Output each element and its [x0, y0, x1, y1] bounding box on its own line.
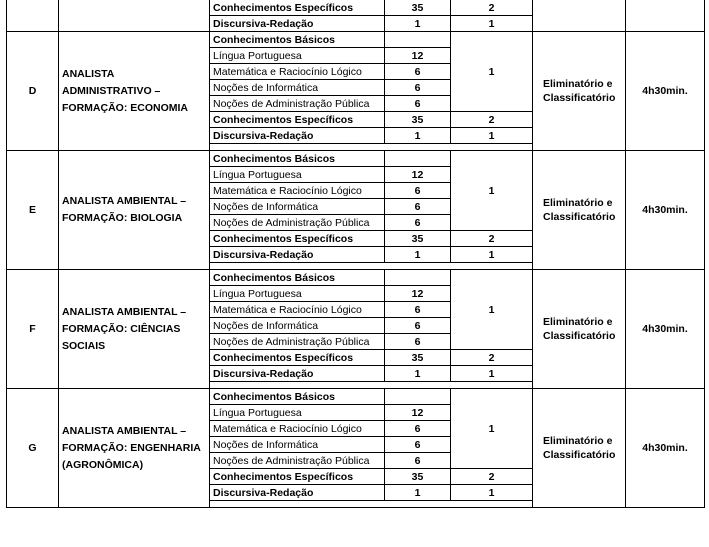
weight-cell: 1	[451, 128, 533, 144]
questions-cell: 6	[385, 437, 451, 453]
weight-cell: 2	[451, 231, 533, 247]
basics-weight: 1	[451, 389, 533, 469]
questions-cell: 6	[385, 64, 451, 80]
weight-cell: 1	[451, 16, 533, 32]
table-row	[7, 0, 705, 16]
questions-cell: 35	[385, 112, 451, 128]
questions-cell: 6	[385, 421, 451, 437]
subject-cell: Língua Portuguesa	[210, 405, 385, 421]
questions-cell: 12	[385, 405, 451, 421]
basics-label: Conhecimentos Básicos	[210, 389, 385, 405]
questions-cell: 6	[385, 96, 451, 112]
subject-cell: Noções de Informática	[210, 199, 385, 215]
questions-cell: 6	[385, 318, 451, 334]
weight-cell: 1	[451, 366, 533, 382]
spacer-cell	[210, 501, 533, 508]
subject-cell: Noções de Informática	[210, 318, 385, 334]
subject-cell: Língua Portuguesa	[210, 48, 385, 64]
questions-cell: 12	[385, 167, 451, 183]
spacer-cell	[210, 382, 533, 389]
subject-cell: Matemática e Raciocínio Lógico	[210, 64, 385, 80]
exam-table	[6, 0, 705, 508]
questions-cell	[385, 151, 451, 167]
subject-cell: Língua Portuguesa	[210, 167, 385, 183]
duracao-cell: 4h30min.	[626, 151, 705, 270]
questions-cell: 1	[385, 366, 451, 382]
subject-cell: Conhecimentos Específicos	[210, 231, 385, 247]
questions-cell: 35	[385, 350, 451, 366]
basics-weight: 1	[451, 151, 533, 231]
role-name: ANALISTA ADMINISTRATIVO – FORMAÇÃO: ECONOMIA	[59, 32, 210, 151]
subject-cell: Conhecimentos Específicos	[210, 350, 385, 366]
carater-cell: Eliminatório e Classificatório	[533, 151, 626, 270]
subject-cell: Matemática e Raciocínio Lógico	[210, 302, 385, 318]
questions-cell: 6	[385, 199, 451, 215]
weight-cell: 2	[451, 350, 533, 366]
subject-cell: Conhecimentos Específicos	[210, 469, 385, 485]
weight-cell: 2	[451, 469, 533, 485]
role-code: F	[7, 270, 59, 389]
role-code: E	[7, 151, 59, 270]
subject-cell: Discursiva-Redação	[210, 128, 385, 144]
questions-cell: 6	[385, 215, 451, 231]
spacer-cell	[210, 263, 533, 270]
questions-cell: 6	[385, 183, 451, 199]
questions-cell: 6	[385, 80, 451, 96]
role-code: D	[7, 32, 59, 151]
basics-weight: 1	[451, 32, 533, 112]
role-name: ANALISTA AMBIENTAL – FORMAÇÃO: ENGENHARIA (AGRONÔMICA)	[59, 389, 210, 508]
basics-label: Conhecimentos Básicos	[210, 151, 385, 167]
cargo-cell	[59, 0, 210, 32]
role-name: ANALISTA AMBIENTAL – FORMAÇÃO: BIOLOGIA	[59, 151, 210, 270]
table-row	[7, 389, 705, 405]
role-name: ANALISTA AMBIENTAL – FORMAÇÃO: CIÊNCIAS SOCIAIS	[59, 270, 210, 389]
subject-cell: Discursiva-Redação	[210, 485, 385, 501]
questions-cell: 6	[385, 334, 451, 350]
questions-cell: 1	[385, 247, 451, 263]
subject-cell: Conhecimentos Específicos	[210, 112, 385, 128]
subject-cell: Noções de Informática	[210, 437, 385, 453]
code-cell	[7, 0, 59, 32]
role-code: G	[7, 389, 59, 508]
table-row	[7, 270, 705, 286]
questions-cell: 12	[385, 48, 451, 64]
questions-cell: 1	[385, 485, 451, 501]
duracao-cell: 4h30min.	[626, 270, 705, 389]
questions-cell: 35	[385, 469, 451, 485]
basics-label: Conhecimentos Básicos	[210, 270, 385, 286]
questions-cell	[385, 389, 451, 405]
subject-cell: Língua Portuguesa	[210, 286, 385, 302]
subject-cell: Discursiva-Redação	[210, 366, 385, 382]
questions-cell: 6	[385, 302, 451, 318]
subject-cell: Noções de Administração Pública	[210, 96, 385, 112]
subject-cell: Noções de Administração Pública	[210, 453, 385, 469]
duracao-cell	[626, 0, 705, 32]
subject-cell: Matemática e Raciocínio Lógico	[210, 183, 385, 199]
duracao-cell: 4h30min.	[626, 389, 705, 508]
questions-cell: 6	[385, 453, 451, 469]
carater-cell	[533, 0, 626, 32]
weight-cell: 2	[451, 0, 533, 16]
subject-cell: Discursiva-Redação	[210, 16, 385, 32]
basics-weight: 1	[451, 270, 533, 350]
questions-cell: 1	[385, 128, 451, 144]
weight-cell: 2	[451, 112, 533, 128]
weight-cell: 1	[451, 247, 533, 263]
duracao-cell: 4h30min.	[626, 32, 705, 151]
carater-cell: Eliminatório e Classificatório	[533, 389, 626, 508]
subject-cell: Noções de Informática	[210, 80, 385, 96]
basics-label: Conhecimentos Básicos	[210, 32, 385, 48]
subject-cell: Noções de Administração Pública	[210, 334, 385, 350]
subject-cell: Discursiva-Redação	[210, 247, 385, 263]
table-row	[7, 151, 705, 167]
subject-cell: Matemática e Raciocínio Lógico	[210, 421, 385, 437]
questions-cell: 35	[385, 231, 451, 247]
questions-cell	[385, 270, 451, 286]
questions-cell: 12	[385, 286, 451, 302]
table-row	[7, 32, 705, 48]
subject-cell: Conhecimentos Específicos	[210, 0, 385, 16]
weight-cell: 1	[451, 485, 533, 501]
exam-table-body	[7, 0, 705, 508]
questions-cell	[385, 32, 451, 48]
carater-cell: Eliminatório e Classificatório	[533, 270, 626, 389]
spacer-cell	[210, 144, 533, 151]
carater-cell: Eliminatório e Classificatório	[533, 32, 626, 151]
questions-cell: 35	[385, 0, 451, 16]
subject-cell: Noções de Administração Pública	[210, 215, 385, 231]
questions-cell: 1	[385, 16, 451, 32]
